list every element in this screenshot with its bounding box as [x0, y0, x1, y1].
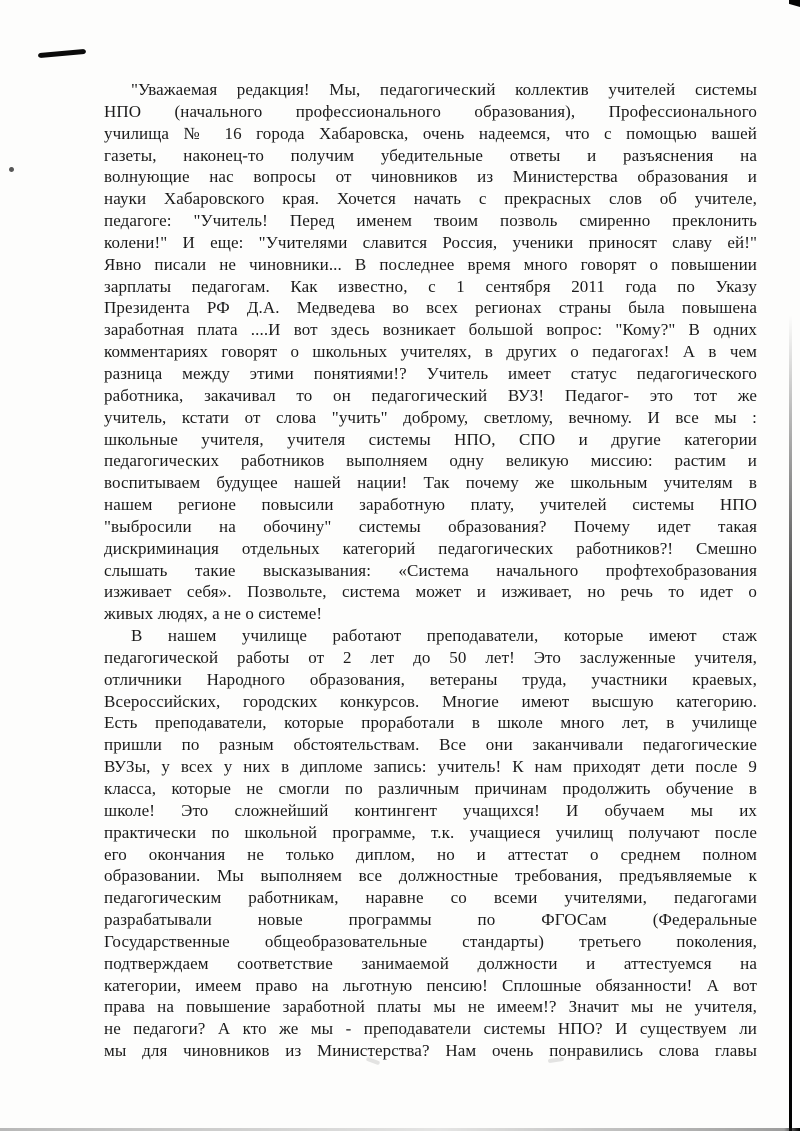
letter-line: мы для чиновников из Министерства? Нам очень понравились слова главы [104, 1041, 757, 1061]
letter-line: класса, которые не смогли по различным причинам продолжить обучение в [104, 779, 757, 798]
letter-line: практически по школьной программе, т.к. учащиеся училищ получают после [104, 822, 757, 842]
ink-speck [9, 167, 14, 172]
letter-line: педагогическим работникам, наравне со всеми учителями, педагогами [104, 888, 757, 908]
letter-line: педагогической работы от 2 лет до 50 лет! Это заслуженные учителя, [104, 647, 757, 667]
letter-line: нашем регионе повысили заработную плату, учителей системы НПО [104, 495, 757, 515]
letter-line: разница между этими понятиями!? Учитель имеет статус педагогического [104, 363, 757, 383]
letter-line: "выбросили на обочину" системы образования? Почему идет такая [104, 516, 757, 536]
letter-line: училища № 16 города Хабаровска, очень надеемся, что с помощью вашей [104, 123, 757, 143]
letter-line: науки Хабаровского края. Хочется начать с прекрасных слов об учителе, [104, 189, 757, 209]
letter-line: НПО (начального профессионального образования), Профессионального [104, 101, 757, 121]
scan-edge-right [789, 315, 792, 1131]
letter-line: школе! Это сложнейший контингент учащихся! И обучаем мы их [104, 800, 757, 820]
letter-line: Государственные общеобразовательные стандарты) третьего поколения, [104, 931, 757, 951]
letter-line: подтверждаем соответствие занимаемой должности и аттестуемся на [104, 953, 757, 973]
letter-line: отличники Народного образования, ветераны труда, участники краевых, [104, 669, 757, 689]
letter-line: педагоге: "Учитель! Перед именем твоим позволь смиренно преклонить [104, 211, 757, 231]
letter-line: Есть преподаватели, которые проработали в школе много лет, в училище [104, 713, 757, 733]
letter-line: категории, имеем право на льготную пенсию! Сплошные обязанности! А вот [104, 975, 757, 995]
letter-line: Явно писали не чиновники... В последнее время много говорят о повышении [104, 254, 757, 274]
letter-line: колени!" И еще: "Учителями славится Россия, ученики приносят славу ей!" [104, 232, 757, 252]
letter-line: волнующие нас вопросы от чиновников из Министерства образования и [104, 167, 757, 187]
scan-smudge [548, 1057, 564, 1063]
letter-line: слышать такие высказывания: «Система начального профтехобразования [104, 560, 757, 580]
letter-line: "Уважаемая редакция! Мы, педагогический коллектив учителей системы [131, 80, 757, 99]
letter-line: заработная плата ....И вот здесь возникает большой вопрос: "Кому?" В одних [104, 320, 757, 340]
scan-corner-mark [789, 0, 800, 7]
letter-line: живых людях, а не о системе! [104, 604, 323, 624]
letter-line: дискриминация отдельных категорий педагогических работников?! Смешно [104, 538, 757, 558]
letter-line: разрабатывали новые программы по ФГОСам (Федеральные [104, 910, 757, 930]
letter-body-text [104, 79, 757, 1062]
letter-line: школьные учителя, учителя системы НПО, СПО и другие категории [104, 429, 757, 449]
letter-line: Президента РФ Д.А. Медведева во всех регионах страны была повышена [104, 298, 757, 318]
letter-line: образовании. Мы выполняем все должностные требования, предъявляемые к [104, 866, 757, 886]
letter-line: педагогических работников выполняем одну великую миссию: растим и [104, 451, 757, 471]
letter-line: комментариях говорят о школьных учителях, в других о педагогах! А в чем [104, 342, 757, 362]
letter-line: ВУЗы, у всех у них в дипломе запись: учитель! К нам приходят дети после 9 [104, 757, 757, 777]
letter-line: газеты, наконец-то получим убедительные ответы и разъяснения на [104, 145, 757, 165]
letter-line: учитель, кстати от слова "учить" доброму, светлому, вечному. И все мы : [104, 407, 757, 427]
letter-line: Всероссийских, городских конкурсов. Многие имеют высшую категорию. [104, 691, 757, 711]
letter-line: его окончания не только диплом, но и аттестат о среднем полном [104, 844, 757, 864]
handwritten-dash-mark [38, 49, 86, 58]
letter-line: В нашем училище работают преподаватели, которые имеют стаж [131, 626, 757, 646]
letter-line: воспитываем будущее нашей нации! Так почему же школьным учителям в [104, 473, 757, 493]
letter-line: работника, закачивал то он педагогический ВУЗ! Педагог- это тот же [104, 385, 757, 405]
letter-line: не педагоги? А кто же мы - преподаватели системы НПО? И существуем ли [104, 1019, 757, 1039]
letter-line: права на повышение заработной платы мы не имеем!? Значит мы не учителя, [104, 997, 757, 1017]
letter-line: изживает себя». Позвольте, система может и изживает, но речь то идет о [104, 582, 757, 602]
letter-line: пришли по разным обстоятельствам. Все они заканчивали педагогические [104, 735, 757, 755]
letter-line: зарплаты педагогам. Как известно, с 1 сентября 2011 года по Указу [104, 276, 757, 296]
